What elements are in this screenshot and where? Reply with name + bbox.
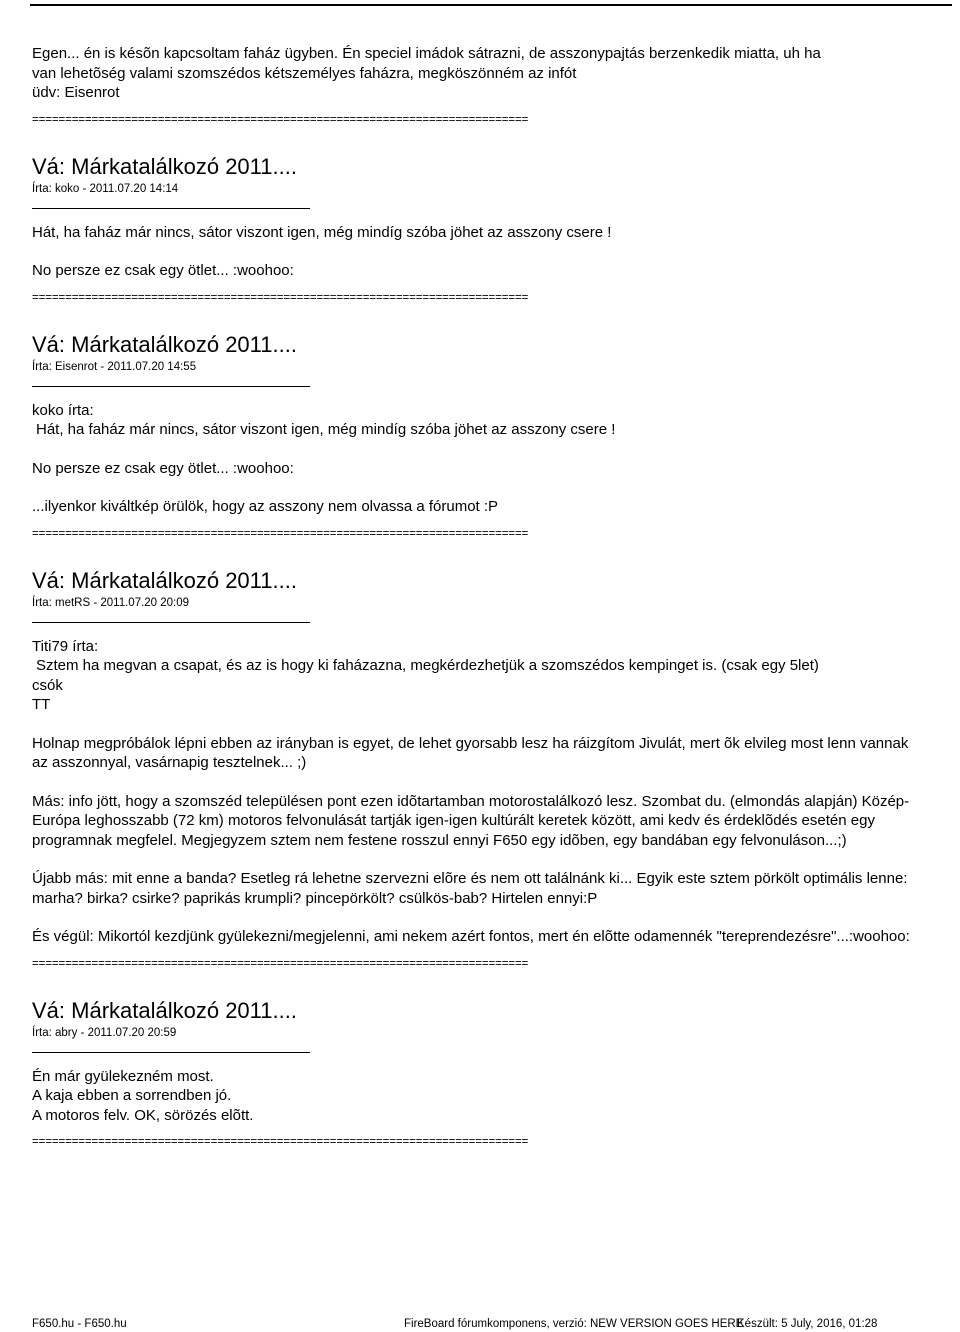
quote-sign-line: csók <box>32 676 63 694</box>
quote-author: Titi79 írta: <box>32 637 99 655</box>
post-paragraph: Holnap megpróbálok lépni ebben az irányban is egyet, de lehet gyorsabb lesz ha ráizgítom Jivulát, mert õk elvileg most lenn vannak az asszonnyal, vasárnapig tesztelnek... ;) <box>32 734 909 771</box>
page-top-rule <box>30 4 952 6</box>
quote-text: Sztem ha megvan a csapat, és az is hogy ki faházazna, megkérdezhetjük a szomszédos kempinget is. (csak egy 5let) <box>36 657 819 674</box>
post-header-rule <box>32 208 310 209</box>
post-separator: =========================================================================== <box>32 291 529 304</box>
forum-post <box>32 999 922 1126</box>
post-title: Vá: Márkatalálkozó 2011.... <box>32 153 297 179</box>
post-header-rule <box>32 1052 310 1053</box>
post-body <box>32 223 922 281</box>
forum-post <box>32 333 922 517</box>
post-title: Vá: Márkatalálkozó 2011.... <box>32 567 297 593</box>
post-title: Vá: Márkatalálkozó 2011.... <box>32 997 297 1023</box>
quote-author: koko írta: <box>32 401 94 419</box>
post-line: A kaja ebben a sorrendben jó. <box>32 1087 232 1104</box>
post-line: A motoros felv. OK, sörözés elõtt. <box>32 1106 254 1124</box>
post-author-date: Írta: Eisenrot - 2011.07.20 14:55 <box>32 360 197 373</box>
intro-line: Egen... én is késõn kapcsoltam faház ügyben. Én speciel imádok sátrazni, de asszonypajtás berzenkedik miatta, uh ha <box>32 45 821 62</box>
post-separator: =========================================================================== <box>32 957 529 970</box>
post-paragraph: És végül: Mikortól kezdjünk gyülekezni/megjelenni, ami nekem azért fontos, mert én elõtte odamennék "tereprendezésre"...:woohoo: <box>32 928 910 945</box>
post-body <box>32 637 922 947</box>
post-author-date: Írta: koko - 2011.07.20 14:14 <box>32 182 179 195</box>
post-paragraph: No persze ez csak egy ötlet... :woohoo: <box>32 459 294 477</box>
post-separator: =========================================================================== <box>32 527 529 540</box>
post-title: Vá: Márkatalálkozó 2011.... <box>32 331 297 357</box>
post-separator: =========================================================================== <box>32 113 529 126</box>
post-line: Én már gyülekezném most. <box>32 1067 214 1085</box>
footer-site-link[interactable]: F650.hu - F650.hu <box>32 1318 127 1330</box>
post-body <box>32 401 922 517</box>
quote-sign-line: TT <box>32 696 51 713</box>
post-paragraph: Hát, ha faház már nincs, sátor viszont igen, még mindíg szóba jöhet az asszony csere ! <box>32 223 612 241</box>
post-header-rule <box>32 622 310 623</box>
forum-print-page <box>32 44 922 1149</box>
post-separator: =========================================================================== <box>32 1136 529 1148</box>
forum-post <box>32 155 922 281</box>
forum-post <box>32 569 922 947</box>
post-paragraph: Újabb más: mit enne a banda? Esetleg rá lehetne szervezni elõre és nem ott találnánk ki... Egyik este sztem pörkölt optimális lenne: marha? birka? csirke? paprikás krumpli? pincepörkölt? csülkös-bab? Hirtelen ennyi:P <box>32 870 908 907</box>
footer-component-info: FireBoard fórumkomponens, verzió: NEW VERSION GOES HERE <box>404 1318 744 1330</box>
quote-text: Hát, ha faház már nincs, sátor viszont igen, még mindíg szóba jöhet az asszony csere ! <box>36 421 616 438</box>
intro-line: van lehetõség valami szomszédos kétszemélyes faházra, megköszönném az infót <box>32 64 577 82</box>
footer-generated-date: Készült: 5 July, 2016, 01:28 <box>737 1318 878 1330</box>
post-paragraph: ...ilyenkor kiváltkép örülök, hogy az asszony nem olvassa a fórumot :P <box>32 498 499 515</box>
post-author-date: Írta: abry - 2011.07.20 20:59 <box>32 1026 177 1039</box>
post-paragraph: Más: info jött, hogy a szomszéd településen pont ezen idõtartamban motorostalálkozó lesz. Szombat du. (elmondás alapján) Közép-Európa leghosszabb (72 km) motoros felvonulását tartják igen-igen kultúrált keretek között, ami kedv és érdeklõdés esetén egy programnak megfelel. Megjegyzem sztem nem festene rosszul ennyi F650 egy idõben, egy bandában egy felvonuláson...;) <box>32 792 910 849</box>
intro-line: üdv: Eisenrot <box>32 84 120 101</box>
post-author-date: Írta: metRS - 2011.07.20 20:09 <box>32 596 190 609</box>
post-body <box>32 1067 922 1126</box>
intro-post-text <box>32 44 922 103</box>
post-paragraph: No persze ez csak egy ötlet... :woohoo: <box>32 262 294 279</box>
post-header-rule <box>32 386 310 387</box>
